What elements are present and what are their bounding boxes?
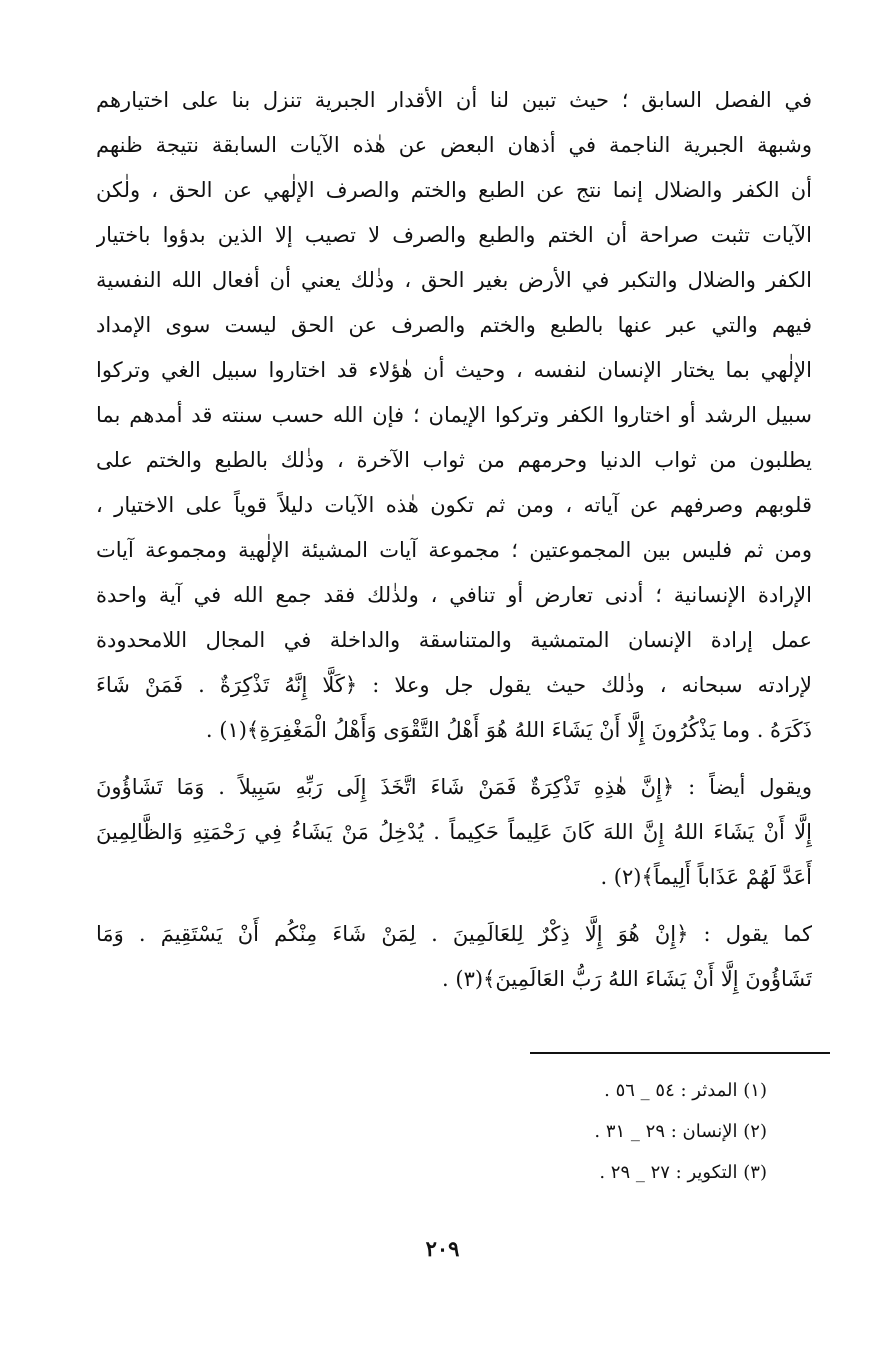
text-line: الآيات تثبت صراحة أن الختم والطبع والصرف لا تصيب إلا الذين بدؤوا باختيار (96, 223, 812, 247)
text-line: لإرادته سبحانه ، وذٰلك حيث يقول جل وعلا : ﴿كَلَّا إِنَّهُ تَذْكِرَةٌ . فَمَنْ شَاءَ (96, 673, 812, 697)
text-line: عمل إرادة الإنسان المتمشية والمتناسقة والداخلة في المجال اللامحدودة (96, 628, 812, 652)
paragraph-3 (96, 912, 812, 1002)
text-line: كما يقول : ﴿إِنْ هُوَ إِلَّا ذِكْرٌ لِلعَالَمِينَ . لِمَنْ شَاءَ مِنْكُم أَنْ يَسْتَقِيمَ . وَمَا (96, 922, 812, 946)
text-line: الإرادة الإنسانية ؛ أدنى تعارض أو تنافي ، ولذٰلك فقد جمع الله في آية واحدة (96, 583, 812, 607)
text-line: يطلبون من ثواب الدنيا وحرمهم من ثواب الآخرة ، وذٰلك بالطبع والختم على (96, 448, 812, 472)
text-line: ويقول أيضاً : ﴿إِنَّ هٰذِهِ تَذْكِرَةٌ فَمَنْ شَاءَ اتَّخَذَ إِلَى رَبِّهِ سَبِيلاً . وَمَا تَشَاؤُونَ (96, 775, 812, 799)
text-line: سبيل الرشد أو اختاروا الكفر وتركوا الإيمان ؛ فإن الله حسب سنته قد أمدهم بما (96, 403, 812, 427)
text-line: الإلٰهي بما يختار الإنسان لنفسه ، وحيث أن هٰؤلاء قد اختاروا سبيل الغي وتركوا (96, 358, 812, 382)
text-line: ذَكَرَهُ . وما يَذْكُرُونَ إِلَّا أَنْ يَشَاءَ اللهُ هُوَ أَهْلُ التَّقْوَى وَأَهْلُ الْمَغْفِرَةِ﴾(١) . (205, 718, 812, 742)
paragraph-2 (96, 765, 812, 900)
footnote-1: (١) المدثر : ٥٤ _ ٥٦ . (604, 1080, 767, 1101)
footnote-2: (٢) الإنسان : ٢٩ _ ٣١ . (594, 1121, 767, 1142)
paragraph-gap (96, 900, 812, 912)
footnote-divider (530, 1052, 830, 1054)
footnotes (467, 1070, 767, 1193)
paragraph-gap (96, 753, 812, 765)
text-line: الكفر والضلال والتكبر في الأرض بغير الحق ، وذٰلك يعني أن أفعال الله النفسية (96, 268, 812, 292)
text-line: أن الكفر والضلال إنما نتج عن الطبع والختم والصرف الإلٰهي عن الحق ، ولٰكن (96, 178, 812, 202)
text-line: تَشَاؤُونَ إِلَّا أَنْ يَشَاءَ اللهُ رَبُّ العَالَمِينَ﴾(٣) . (442, 967, 812, 991)
paragraph-1 (96, 78, 812, 753)
text-line: إِلَّا أَنْ يَشَاءَ اللهُ إِنَّ اللهَ كَانَ عَلِيماً حَكِيماً . يُدْخِلُ مَنْ يَشَاءُ فِي رَحْمَتِهِ وَالظَّالِمِينَ (96, 820, 812, 844)
main-text (96, 78, 812, 1002)
text-line: في الفصل السابق ؛ حيث تبين لنا أن الأقدار الجبرية تنزل بنا على اختيارهم (96, 88, 812, 112)
text-line: ومن ثم فليس بين المجموعتين ؛ مجموعة آيات المشيئة الإلٰهية ومجموعة آيات (96, 538, 812, 562)
footnote-3: (٣) التكوير : ٢٧ _ ٢٩ . (599, 1162, 767, 1183)
text-line: وشبهة الجبرية الناجمة في أذهان البعض عن هٰذه الآيات السابقة نتيجة ظنهم (96, 133, 812, 157)
text-line: أَعَدَّ لَهُمْ عَذَاباً أَلِيماً﴾(٢) . (600, 865, 812, 889)
text-line: فيهم والتي عبر عنها بالطبع والختم والصرف عن الحق ليست سوى الإمداد (96, 313, 812, 337)
text-line: قلوبهم وصرفهم عن آياته ، ومن ثم تكون هٰذه الآيات دليلاً قوياً على الاختيار ، (96, 493, 812, 517)
page-number: ٢٠٩ (425, 1236, 460, 1261)
